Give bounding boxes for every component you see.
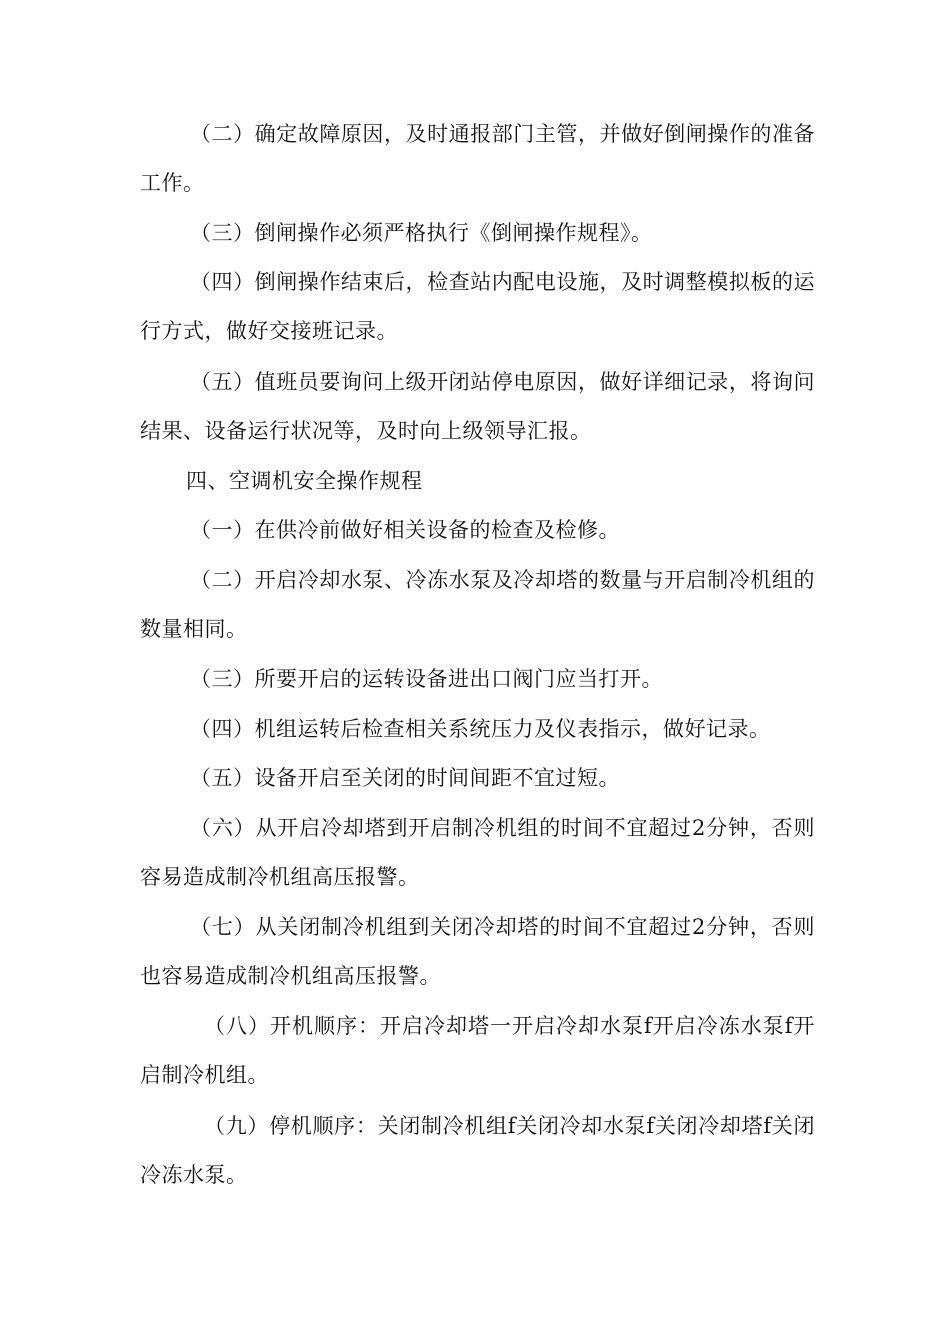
paragraph-4-8: （八）开机顺序：开启冷却塔一开启冷却水泵f开启冷冻水泵f开启制冷机组。 [140, 1014, 815, 1087]
paragraph-4-2: （二）开启冷却水泵、冷冻水泵及冷却塔的数量与开启制冷机组的数量相同。 [140, 568, 815, 641]
paragraph-2-1: （二）确定故障原因，及时通报部门主管，并做好倒闸操作的准备工作。 [140, 122, 815, 195]
paragraph-4-5: （五）设备开启至关闭的时间间距不宜过短。 [190, 766, 620, 790]
paragraph-4-7: （七）从关闭制冷机组到关闭冷却塔的时间不宜超过2分钟，否则也容易造成制冷机组高压报警。 [140, 915, 815, 988]
section-heading-4: 四、空调机安全操作规程 [186, 469, 423, 493]
paragraph-2-3: （四）倒闸操作结束后，检查站内配电设施，及时调整模拟板的运行方式，做好交接班记录。 [140, 270, 815, 343]
paragraph-2-4: （五）值班员要询问上级开闭站停电原因，做好详细记录，将询问结果、设备运行状况等，及时向上级领导汇报。 [140, 370, 815, 443]
paragraph-2-2: （三）倒闸操作必须严格执行《倒闸操作规程》。 [190, 221, 653, 245]
paragraph-4-6: （六）从开启冷却塔到开启制冷机组的时间不宜超过2分钟，否则容易造成制冷机组高压报警。 [140, 816, 815, 889]
paragraph-4-9: （九）停机顺序：关闭制冷机组f关闭冷却水泵f关闭冷却塔f关闭冷冻水泵。 [140, 1114, 815, 1187]
paragraph-4-1: （一）在供冷前做好相关设备的检查及检修。 [190, 518, 620, 542]
paragraph-4-3: （三）所要开启的运转设备进出口阀门应当打开。 [190, 667, 663, 691]
paragraph-4-4: （四）机组运转后检查相关系统压力及仪表指示，做好记录。 [190, 717, 771, 741]
